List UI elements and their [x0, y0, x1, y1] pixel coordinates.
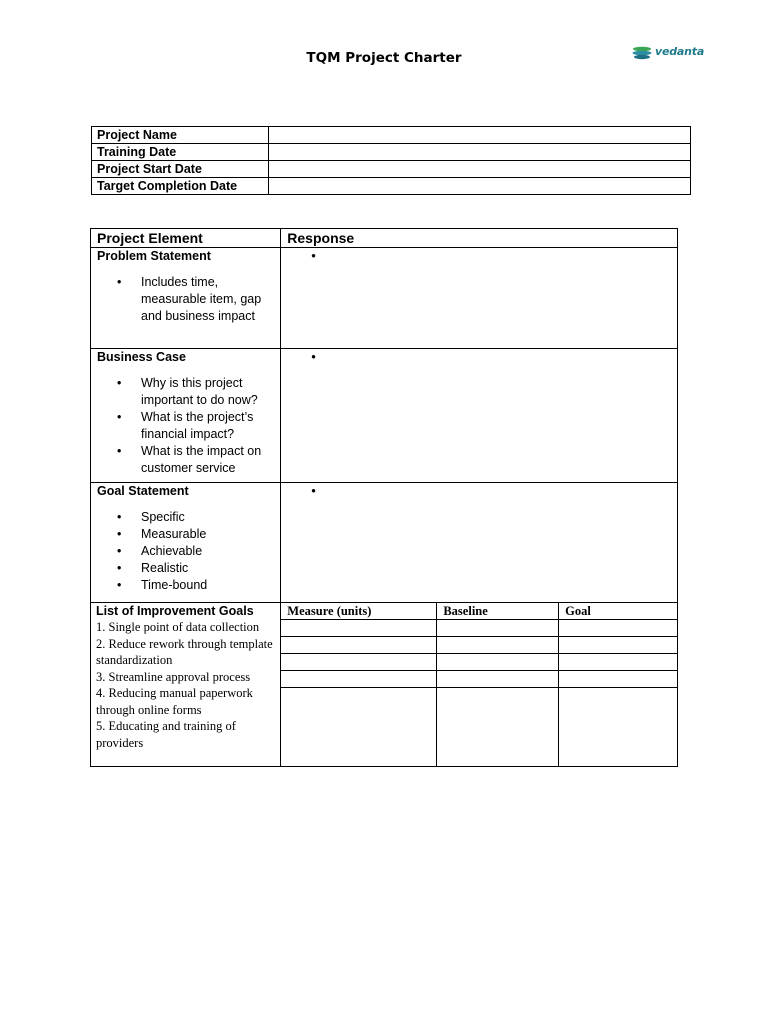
goal-statement-row [91, 483, 678, 603]
business-case-points [97, 375, 274, 477]
info-row [92, 127, 691, 144]
baseline-header: Baseline [437, 603, 559, 620]
response-bullet: • [311, 483, 316, 498]
baseline-cell [437, 637, 559, 654]
list-item: • Achievable [141, 543, 274, 560]
business-case-cell [91, 349, 281, 483]
improvement-goal: 5. Educating and training of providers [96, 719, 236, 750]
baseline-cell [437, 688, 559, 767]
goal-statement-points [97, 509, 274, 594]
info-value [269, 144, 691, 161]
improvement-goals-title: List of Improvement Goals [96, 604, 254, 618]
improvement-header-row [91, 603, 678, 620]
problem-statement-row [91, 248, 678, 349]
response-bullet: • [311, 248, 316, 263]
goal-cell [559, 620, 678, 637]
info-value [269, 127, 691, 144]
goal-cell [559, 688, 678, 767]
problem-statement-points [97, 274, 274, 325]
list-item: • Measurable [141, 526, 274, 543]
business-case-response [281, 349, 678, 483]
info-label: Training Date [92, 144, 269, 161]
goal-cell [559, 637, 678, 654]
baseline-cell [437, 654, 559, 671]
goal-header: Goal [559, 603, 678, 620]
list-item: • Why is this project important to do now? [141, 375, 274, 409]
measure-cell [281, 654, 437, 671]
problem-statement-title: Problem Statement [97, 249, 211, 263]
goal-statement-title: Goal Statement [97, 484, 189, 498]
charter-table [90, 228, 678, 767]
baseline-cell [437, 620, 559, 637]
header-response: Response [281, 229, 678, 248]
baseline-cell [437, 671, 559, 688]
info-label: Project Name [92, 127, 269, 144]
info-row [92, 144, 691, 161]
goal-statement-cell [91, 483, 281, 603]
measure-cell [281, 688, 437, 767]
info-label: Project Start Date [92, 161, 269, 178]
project-info-table [91, 126, 691, 195]
info-row [92, 178, 691, 195]
list-item: • Specific [141, 509, 274, 526]
business-case-row [91, 349, 678, 483]
goal-cell [559, 654, 678, 671]
info-value [269, 161, 691, 178]
document-title: TQM Project Charter [306, 50, 462, 66]
header-project-element: Project Element [91, 229, 281, 248]
info-row [92, 161, 691, 178]
logo-wordmark: vedanta [655, 45, 705, 58]
list-item: • Realistic [141, 560, 274, 577]
charter-header-row [91, 229, 678, 248]
improvement-goal: 4. Reducing manual paperwork through online forms [96, 686, 253, 717]
list-item: • What is the impact on customer service [141, 443, 274, 477]
response-bullet: • [311, 349, 316, 364]
improvement-goal: 3. Streamline approval process [96, 669, 251, 684]
improvement-goal: 1. Single point of data collection [96, 620, 260, 634]
business-case-title: Business Case [97, 350, 186, 364]
list-item: • Time-bound [141, 577, 274, 594]
info-label: Target Completion Date [92, 178, 269, 195]
problem-statement-response [281, 248, 678, 349]
improvement-goals-cell [91, 603, 281, 767]
measure-cell [281, 620, 437, 637]
goal-cell [559, 671, 678, 688]
measure-units-header: Measure (units) [281, 603, 437, 620]
list-item: • Includes time, measurable item, gap and business impact [141, 274, 274, 325]
improvement-goal: 2. Reduce rework through template standardization [96, 636, 273, 667]
measure-cell [281, 671, 437, 688]
list-item: • What is the project’s financial impact? [141, 409, 274, 443]
goal-statement-response [281, 483, 678, 603]
problem-statement-cell [91, 248, 281, 349]
info-value [269, 178, 691, 195]
measure-cell [281, 637, 437, 654]
